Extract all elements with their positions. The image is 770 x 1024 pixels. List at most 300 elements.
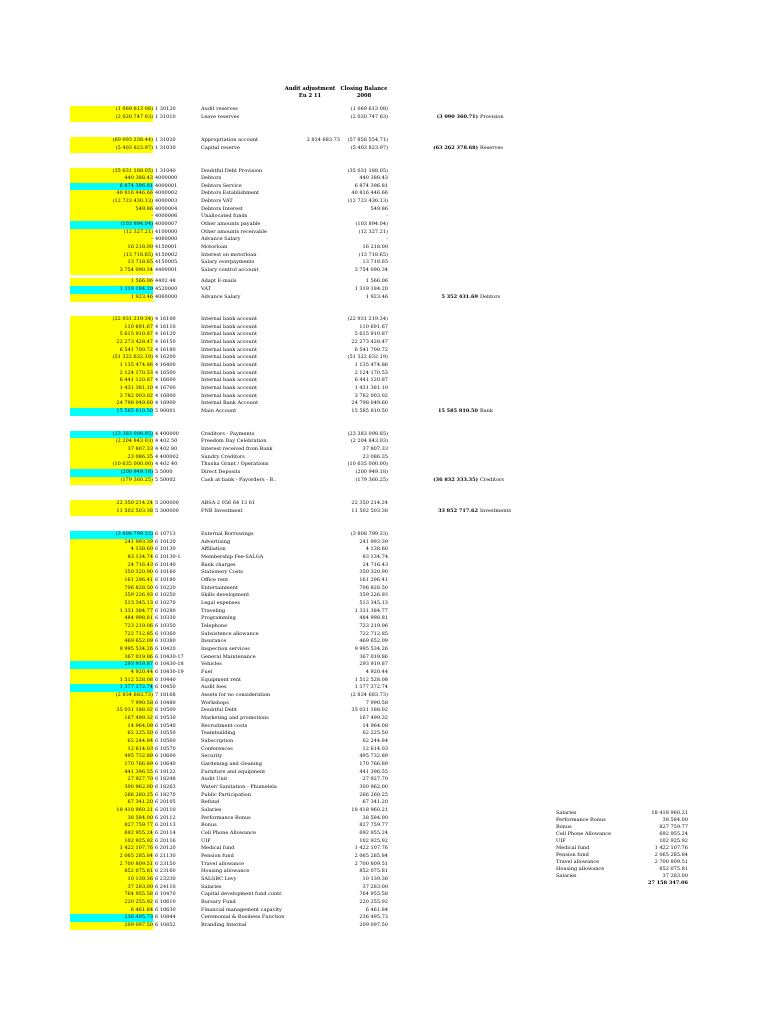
account-code-cell: 6 10600 xyxy=(155,753,176,759)
account-code-cell: 4150001 xyxy=(155,244,178,250)
account-code-cell: 4 16700 xyxy=(155,385,176,391)
closing-balance-cell: 16 218.00 xyxy=(362,244,388,250)
closing-balance-cell: 764 955.58 xyxy=(359,891,388,897)
closing-balance-cell: (5 403 823.97) xyxy=(350,145,388,151)
description-cell: Travel allowance xyxy=(201,861,245,867)
amount-cell: 293 919.87 xyxy=(70,661,153,669)
salary-summary-amount: 1 422 107.76 xyxy=(654,845,688,851)
description-cell: Gardening and cleaning xyxy=(201,761,262,767)
closing-balance-cell: 24 716.43 xyxy=(362,562,388,568)
closing-balance-cell: 83 134.74 xyxy=(362,554,388,560)
closing-balance-cell: (1 069 613 08) xyxy=(350,106,388,112)
closing-balance-cell: 209 097.50 xyxy=(359,922,388,928)
account-code-cell: 6 10430-19 xyxy=(155,669,184,675)
description-cell: Salary control account xyxy=(201,267,259,273)
ledger-row xyxy=(0,922,770,930)
ledger-row xyxy=(0,531,770,539)
ledger-row xyxy=(0,738,770,746)
ledger-row xyxy=(0,278,770,286)
account-code-cell: 4 16400 xyxy=(155,362,176,368)
description-cell: Furniture and equipment xyxy=(201,769,266,775)
amount-cell: 6 874 396.81 xyxy=(70,183,153,191)
account-code-cell: 4520000 xyxy=(155,286,178,292)
ledger-row xyxy=(0,145,770,153)
closing-balance-cell: (179 360.25) xyxy=(355,477,388,483)
account-code-cell: 6 10550 xyxy=(155,730,176,736)
description-cell: Motorloan xyxy=(201,244,228,250)
account-code-cell: 1 31040 xyxy=(155,168,176,174)
amount-cell: 102 925.92 xyxy=(70,838,153,846)
closing-balance-cell: 1 512 528.08 xyxy=(354,677,388,683)
closing-balance-cell: 441 396.55 xyxy=(359,769,388,775)
description-cell: Internal bank account xyxy=(201,377,258,383)
account-code-cell: 4400001 xyxy=(155,267,178,273)
ledger-row xyxy=(0,408,770,416)
amount-cell: 367 019.86 xyxy=(70,654,153,662)
amount-cell: (200 949.18) xyxy=(70,469,153,477)
amount-cell: 4 138.60 xyxy=(70,546,153,554)
amount-cell: 827 759.77 xyxy=(70,822,153,830)
description-cell: Thusha Grant / Operations xyxy=(201,461,269,467)
account-code-cell: 4150005 xyxy=(155,259,178,265)
salary-summary-amount: 2 065 285.84 xyxy=(654,852,688,858)
ledger-row xyxy=(0,198,770,206)
account-code-cell: 6 20114 xyxy=(155,830,176,836)
description-cell: Debtors Interest xyxy=(201,206,243,212)
description-cell: Debtors Establishment xyxy=(201,190,260,196)
closing-balance-cell: 1 135 474.86 xyxy=(354,362,388,368)
description-cell: Direct Deposits xyxy=(201,469,241,475)
account-code-cell: 6 10220 xyxy=(155,585,176,591)
account-code-cell: 1 31020 xyxy=(155,137,176,143)
description-cell: Audit reserves xyxy=(201,106,238,112)
ledger-row xyxy=(0,236,770,244)
description-cell: Bonus xyxy=(201,822,217,828)
account-code-cell: 6 20105 xyxy=(155,799,176,805)
salary-summary-label: Salaries xyxy=(556,810,577,816)
ledger-row xyxy=(0,400,770,408)
account-code-cell: 1 31030 xyxy=(155,145,176,151)
ledger-row xyxy=(0,761,770,769)
description-cell: UIF xyxy=(201,838,211,844)
description-cell: Conferences xyxy=(201,746,233,752)
amount-cell: 722 712.85 xyxy=(70,631,153,639)
amount-cell: 1 319 184.20 xyxy=(70,286,153,294)
description-cell: Subsistence allowance xyxy=(201,631,259,637)
ledger-row xyxy=(0,259,770,267)
description-cell: External Borrowings xyxy=(201,531,254,537)
closing-balance-cell: 35 031 188.02 xyxy=(351,707,388,713)
closing-balance-cell: - xyxy=(386,213,388,219)
ledger-row xyxy=(0,500,770,508)
description-cell: Programming xyxy=(201,615,236,621)
ledger-row xyxy=(0,286,770,294)
account-code-cell: 4000003 xyxy=(155,198,178,204)
closing-balance-cell: 495 732.89 xyxy=(359,753,388,759)
amount-cell: (179 360.25) xyxy=(70,477,153,485)
closing-balance-cell: (103 894.04) xyxy=(355,221,388,227)
closing-balance-cell: 18 418 960.21 xyxy=(351,807,388,813)
account-code-cell: 4 16120 xyxy=(155,331,176,337)
ledger-row xyxy=(0,577,770,585)
amount-cell: 440 388.43 xyxy=(70,175,153,183)
description-cell: Housing allowance xyxy=(201,868,250,874)
account-code-cell: 6 10120 xyxy=(155,539,176,545)
account-code-cell: 4 402 40 xyxy=(155,461,178,467)
description-cell: Branding Internal xyxy=(201,922,247,928)
description-cell: Internal bank account xyxy=(201,316,258,322)
salary-summary-amount: 38 584.00 xyxy=(662,817,688,823)
closing-balance-cell: 6 461.84 xyxy=(365,907,388,913)
amount-cell: 38 584.00 xyxy=(70,815,153,823)
description-cell: Doubtful Debt xyxy=(201,707,237,713)
description-cell: Interest received from Bank xyxy=(201,446,273,452)
salary-summary-label: Cell Phone Allowance xyxy=(556,831,611,837)
group-label-cell: Debtors xyxy=(480,294,501,300)
description-cell: VAT xyxy=(201,286,211,292)
account-code-cell: 6 18263 xyxy=(155,784,176,790)
amount-cell: (13 718.65) xyxy=(70,252,153,260)
ledger-row xyxy=(0,469,770,477)
account-code-cell: 6 10630 xyxy=(155,907,176,913)
account-code-cell: 6 20113 xyxy=(155,822,176,828)
group-label-cell: Investments xyxy=(480,508,512,514)
ledger-row xyxy=(0,106,770,114)
account-code-cell: 6 10440 xyxy=(155,677,176,683)
account-code-cell: 6 21130 xyxy=(155,853,176,859)
description-cell: Cash at bank - Payorders - B.. xyxy=(201,477,277,483)
account-code-cell: 4 16500 xyxy=(155,370,176,376)
ledger-row xyxy=(0,267,770,275)
ledger-row xyxy=(0,623,770,631)
amount-cell: 12 614.03 xyxy=(70,746,153,754)
description-cell: Internal bank account xyxy=(201,370,258,376)
closing-balance-cell: 6 441 120.87 xyxy=(354,377,388,383)
account-code-cell: 6 20116 xyxy=(155,838,176,844)
ledger-row xyxy=(0,776,770,784)
group-label-cell: Bank xyxy=(480,408,493,414)
description-cell: Internal bank account xyxy=(201,393,258,399)
account-code-cell: 6 10140 xyxy=(155,562,176,568)
amount-cell: 40 816 446.66 xyxy=(70,190,153,198)
amount-cell: 110 691.67 xyxy=(70,324,153,332)
amount-cell: 7 990.58 xyxy=(70,700,153,708)
description-cell: Office rent xyxy=(201,577,229,583)
audit-adjustment-header xyxy=(280,86,340,99)
account-code-cell: 6 10530 xyxy=(155,715,176,721)
closing-balance-cell: 27 927.70 xyxy=(362,776,388,782)
amount-cell: 2 065 285.84 xyxy=(70,853,153,861)
account-code-cell: 6 10713 xyxy=(155,531,176,537)
description-cell: Creditors - Payments xyxy=(201,431,255,437)
amount-cell: 1 422 107.76 xyxy=(70,845,153,853)
description-cell: Assets for no consideration xyxy=(201,692,271,698)
closing-balance-cell: 167 499.32 xyxy=(359,715,388,721)
description-cell: Salary overpayments xyxy=(201,259,255,265)
account-code-cell: 6 10330 xyxy=(155,615,176,621)
ledger-row xyxy=(0,899,770,907)
amount-cell: 266 260.25 xyxy=(70,792,153,800)
description-cell: Salaries xyxy=(201,807,222,813)
amount-cell: 1 331 384.77 xyxy=(70,608,153,616)
ledger-row xyxy=(0,362,770,370)
salary-summary-amount: 102 925.92 xyxy=(659,838,688,844)
ledger-row xyxy=(0,569,770,577)
ledger-row xyxy=(0,213,770,221)
description-cell: Fuel xyxy=(201,669,213,675)
amount-cell: 484 998.81 xyxy=(70,615,153,623)
account-code-cell: 4000006 xyxy=(155,213,178,219)
ledger-row xyxy=(0,438,770,446)
closing-balance-cell: 692 955.24 xyxy=(359,830,388,836)
amount-cell: 6 441 120.87 xyxy=(70,377,153,385)
description-cell: Traveling xyxy=(201,608,226,614)
description-cell: Telephone xyxy=(201,623,228,629)
amount-cell: 209 097.50 xyxy=(70,922,153,930)
closing-balance-cell: 852 075.81 xyxy=(359,868,388,874)
closing-balance-cell: 350 320.90 xyxy=(359,569,388,575)
account-code-cell: 6 10610 xyxy=(155,899,176,905)
salary-summary-amount: 18 418 960.21 xyxy=(651,810,688,816)
closing-balance-cell: 2 065 285.84 xyxy=(354,853,388,859)
adjustment-cell: 2 834 683.73 xyxy=(306,137,340,143)
account-code-cell: 6 23160 xyxy=(155,868,176,874)
amount-cell: - xyxy=(70,213,153,221)
closing-balance-cell: 11 502 503.38 xyxy=(351,508,388,514)
ledger-row xyxy=(0,730,770,738)
closing-balance-cell: 5 615 910.87 xyxy=(354,331,388,337)
description-cell: Public Participation xyxy=(201,792,251,798)
amount-cell: 11 502 503.38 xyxy=(70,508,153,516)
account-code-cell: 4000000 xyxy=(155,175,178,181)
account-code-cell: 7 18168 xyxy=(155,692,176,698)
account-code-cell: 6 10500 xyxy=(155,707,176,713)
amount-cell: 161 296.41 xyxy=(70,577,153,585)
account-code-cell: 6 10360 xyxy=(155,631,176,637)
amount-cell: 10 139.36 xyxy=(70,876,153,884)
closing-balance-cell: 722 712.85 xyxy=(359,631,388,637)
description-cell: SALGBC Levy xyxy=(201,876,237,882)
closing-balance-label: Closing Balance xyxy=(340,86,388,92)
description-cell: Adapt E-mails xyxy=(201,278,237,284)
closing-balance-cell: (2 204 843.03) xyxy=(350,438,388,444)
ledger-row xyxy=(0,891,770,899)
account-code-cell: 6 10130-1 xyxy=(155,554,181,560)
salary-summary-amount: 2 700 809.51 xyxy=(654,859,688,865)
amount-cell: 22 350 214.24 xyxy=(70,500,153,508)
amount-cell: 495 732.89 xyxy=(70,753,153,761)
ledger-row xyxy=(0,221,770,229)
description-cell: Audit fees xyxy=(201,684,227,690)
description-cell: Refund xyxy=(201,799,220,805)
description-cell: Internal bank account xyxy=(201,324,258,330)
account-code-cell: 6 10350 xyxy=(155,623,176,629)
amount-cell: 62 225.50 xyxy=(70,730,153,738)
description-cell: Security xyxy=(201,753,223,759)
salary-summary-label: Travel allowance xyxy=(556,859,600,865)
closing-balance-cell: 102 925.92 xyxy=(359,838,388,844)
amount-cell: 1 135 474.86 xyxy=(70,362,153,370)
amount-cell: (5 403 823.97) xyxy=(70,145,153,153)
description-cell: Advertising xyxy=(201,539,231,545)
account-code-cell: 4 400000 xyxy=(155,431,179,437)
account-code-cell: 4 16200 xyxy=(155,354,176,360)
description-cell: ABSA 2 056 64 13 61 xyxy=(201,500,256,506)
description-cell: Internal bank account xyxy=(201,354,258,360)
ledger-row xyxy=(0,114,770,122)
amount-cell: 469 652.09 xyxy=(70,638,153,646)
ledger-row xyxy=(0,339,770,347)
group-total-cell: (3 090 360.71) xyxy=(436,114,478,120)
account-code-cell: 4000007 xyxy=(155,221,178,227)
account-code-cell: 1 30120 xyxy=(155,106,176,112)
closing-balance-cell: 2 124 170.53 xyxy=(354,370,388,376)
amount-cell: 723 219.06 xyxy=(70,623,153,631)
ledger-row xyxy=(0,638,770,646)
ledger-row xyxy=(0,508,770,516)
closing-balance-cell: 469 652.09 xyxy=(359,638,388,644)
ledger-row xyxy=(0,316,770,324)
account-code-cell: 6 10130 xyxy=(155,546,176,552)
ledger-row xyxy=(0,477,770,485)
description-cell: Internal bank account xyxy=(201,362,258,368)
closing-balance-cell: (57 858 554.71) xyxy=(347,137,388,143)
ledger-row xyxy=(0,715,770,723)
closing-balance-cell: 293 919.87 xyxy=(359,661,388,667)
closing-balance-cell: 170 766.89 xyxy=(359,761,388,767)
ledger-row xyxy=(0,461,770,469)
amount-cell: 6 461.84 xyxy=(70,907,153,915)
closing-balance-cell: 300 962.00 xyxy=(359,784,388,790)
amount-cell: 3 782 003.02 xyxy=(70,393,153,401)
account-code-cell: 4 402 50 xyxy=(155,438,178,444)
closing-balance-cell: 1 566.06 xyxy=(365,278,388,284)
amount-cell: (3 808 799.33) xyxy=(70,531,153,539)
amount-cell: (35 031 188.05) xyxy=(70,168,153,176)
closing-balance-cell: 706 828.50 xyxy=(359,585,388,591)
amount-cell: 1 923.46 xyxy=(70,294,153,302)
closing-balance-cell: 161 296.41 xyxy=(359,577,388,583)
closing-balance-cell: 549.86 xyxy=(370,206,388,212)
salary-summary-amount: 827 759.77 xyxy=(659,824,688,830)
account-code-cell: 6 10540 xyxy=(155,723,176,729)
closing-balance-cell: 62 244.84 xyxy=(362,738,388,744)
closing-balance-cell: 220 255.92 xyxy=(359,899,388,905)
amount-cell: - xyxy=(70,236,153,244)
ledger-row xyxy=(0,707,770,715)
group-label-cell: Reserves xyxy=(480,145,503,151)
description-cell: Stationery Costs xyxy=(201,569,243,575)
amount-cell: 236 495.73 xyxy=(70,914,153,922)
description-cell: Marketing and promotions xyxy=(201,715,269,721)
account-code-cell: 4 16100 xyxy=(155,316,176,322)
description-cell: Main Account xyxy=(201,408,237,414)
description-cell: Internal bank account xyxy=(201,339,258,345)
group-total-cell: (36 832 333.35) xyxy=(433,477,478,483)
closing-balance-cell: 4 920.44 xyxy=(365,669,388,675)
closing-balance-cell: (10 635 000.00) xyxy=(347,461,388,467)
description-cell: Advance Salary xyxy=(201,294,241,300)
amount-cell: 2 700 809.51 xyxy=(70,861,153,869)
description-cell: Pension fund xyxy=(201,853,234,859)
description-cell: Teambuilding xyxy=(201,730,236,736)
closing-balance-cell: (12 327.21) xyxy=(358,229,388,235)
description-cell: Capital development fund contr. xyxy=(201,891,283,897)
amount-cell: 35 031 188.02 xyxy=(70,707,153,715)
account-code-cell: 4150002 xyxy=(155,252,178,258)
account-code-cell: 6 10180 xyxy=(155,577,176,583)
description-cell: Internal bank account xyxy=(201,331,258,337)
amount-cell: 692 955.24 xyxy=(70,830,153,838)
ledger-row xyxy=(0,914,770,922)
amount-cell: 13 718.65 xyxy=(70,259,153,267)
amount-cell: 852 075.81 xyxy=(70,868,153,876)
description-cell: Debtors Service xyxy=(201,183,242,189)
description-cell: Freedom Day Celebration xyxy=(201,438,267,444)
description-cell: Salaries xyxy=(201,884,222,890)
closing-balance-cell: (35 031 188.05) xyxy=(347,168,388,174)
closing-balance-cell: 1 377 372.74 xyxy=(354,684,388,690)
description-cell: Performance Bonus xyxy=(201,815,251,821)
amount-cell: (60 093 238.44) xyxy=(70,137,153,145)
amount-cell: 706 828.50 xyxy=(70,585,153,593)
closing-balance-cell: 40 816 446.66 xyxy=(351,190,388,196)
account-code-cell: 6 10570 xyxy=(155,746,176,752)
description-cell: Appropriation account xyxy=(201,137,259,143)
closing-balance-cell: (12 723 430.13) xyxy=(347,198,388,204)
description-cell: Internal bank account xyxy=(201,385,258,391)
amount-cell: (103 894.04) xyxy=(70,221,153,229)
description-cell: Interest on motorloan xyxy=(201,252,257,258)
account-code-cell: 6 10640 xyxy=(155,761,176,767)
account-code-cell: 4000001 xyxy=(155,183,178,189)
ledger-row xyxy=(0,244,770,252)
description-cell: Affiliation xyxy=(201,546,226,552)
ledger-row xyxy=(0,377,770,385)
description-cell: Skills development xyxy=(201,592,250,598)
account-code-cell: 6 10480 xyxy=(155,700,176,706)
amount-cell: (2 834 683.73) xyxy=(70,692,153,700)
group-total-cell: (63 262 378.68) xyxy=(433,145,478,151)
account-code-cell: 6 20110 xyxy=(155,807,176,813)
account-code-cell: 6 10470 xyxy=(155,891,176,897)
account-code-cell: 4 402 80 xyxy=(155,446,178,452)
ledger-row xyxy=(0,692,770,700)
amount-cell: 83 134.74 xyxy=(70,554,153,562)
group-total-cell: 5 352 431.69 xyxy=(441,294,478,300)
group-total-cell: 33 852 717.62 xyxy=(437,508,478,514)
salary-summary-label: Bonus xyxy=(556,824,572,830)
group-label-cell: Provision xyxy=(480,114,504,120)
amount-cell: 764 955.58 xyxy=(70,891,153,899)
ledger-row xyxy=(0,190,770,198)
amount-cell: 2 124 170.53 xyxy=(70,370,153,378)
description-cell: Leave reserves xyxy=(201,114,240,120)
account-code-cell: 4 16150 xyxy=(155,339,176,345)
amount-cell: 6 541 700.72 xyxy=(70,347,153,355)
account-code-cell: 6 10450 xyxy=(155,684,176,690)
description-cell: General Maintenance xyxy=(201,654,256,660)
closing-balance-cell: 12 614.03 xyxy=(362,746,388,752)
closing-balance-cell: 7 990.58 xyxy=(365,700,388,706)
eu-ref-label: Eu 2 11 xyxy=(298,92,322,99)
ledger-row xyxy=(0,385,770,393)
description-cell: Equipment rent xyxy=(201,677,241,683)
closing-balance-cell: (23 383 098.85) xyxy=(347,431,388,437)
description-cell: Other amounts payable xyxy=(201,221,261,227)
account-code-cell: 6 24110 xyxy=(155,884,176,890)
description-cell: Cell Phone Allowance xyxy=(201,830,256,836)
